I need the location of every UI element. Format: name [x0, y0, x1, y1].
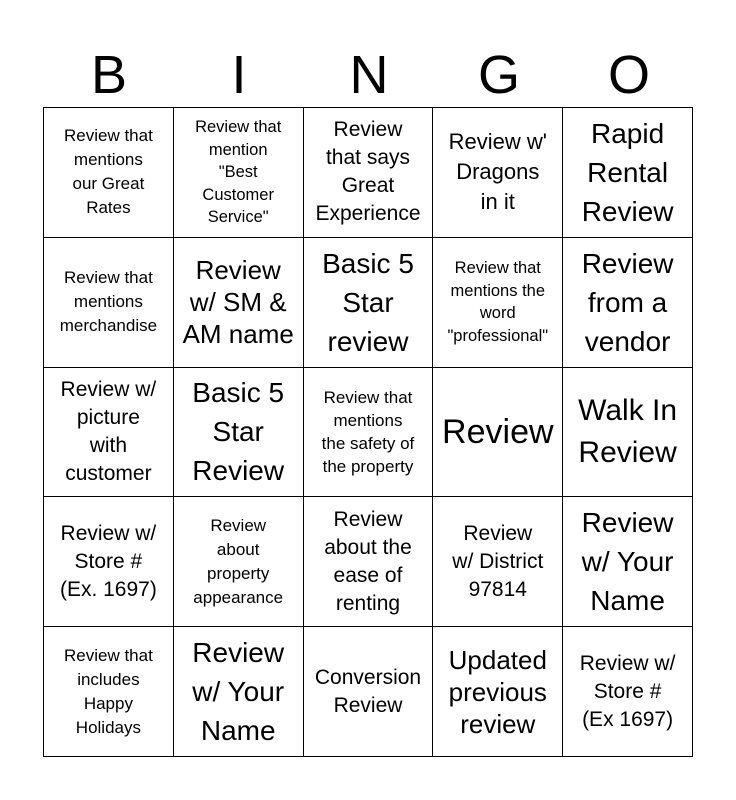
- bingo-cell-b3[interactable]: Review w/ picture with customer: [44, 368, 174, 498]
- bingo-cell-o2[interactable]: Review from a vendor: [563, 238, 693, 368]
- header-letter-i: I: [231, 45, 247, 105]
- bingo-cell-o1[interactable]: Rapid Rental Review: [563, 108, 693, 238]
- bingo-cell-b5[interactable]: Review that includes Happy Holidays: [44, 627, 174, 757]
- bingo-cell-g4[interactable]: Review w/ District 97814: [433, 497, 563, 627]
- bingo-cell-n4[interactable]: Review about the ease of renting: [304, 497, 434, 627]
- bingo-cell-g2[interactable]: Review that mentions the word "professional": [433, 238, 563, 368]
- bingo-cell-n5[interactable]: Conversion Review: [304, 627, 434, 757]
- bingo-cell-b1[interactable]: Review that mentions our Great Rates: [44, 108, 174, 238]
- bingo-cell-g3[interactable]: Review: [433, 368, 563, 498]
- bingo-cell-i2[interactable]: Review w/ SM & AM name: [174, 238, 304, 368]
- bingo-cell-b4[interactable]: Review w/ Store # (Ex. 1697): [44, 497, 174, 627]
- header-letter-o: O: [607, 45, 650, 105]
- bingo-cell-b2[interactable]: Review that mentions merchandise: [44, 238, 174, 368]
- bingo-cell-n2[interactable]: Basic 5 Star review: [304, 238, 434, 368]
- bingo-cell-i1[interactable]: Review that mention "Best Customer Service": [174, 108, 304, 238]
- header-letter-b: B: [90, 45, 128, 105]
- bingo-cell-o4[interactable]: Review w/ Your Name: [563, 497, 693, 627]
- header-letter-g: G: [477, 45, 520, 105]
- bingo-cell-n1[interactable]: Review that says Great Experience: [304, 108, 434, 238]
- header-letter-n: N: [349, 45, 389, 105]
- bingo-board: [43, 107, 693, 757]
- bingo-cell-o3[interactable]: Walk In Review: [563, 368, 693, 498]
- bingo-cell-i3[interactable]: Basic 5 Star Review: [174, 368, 304, 498]
- bingo-cell-n3[interactable]: Review that mentions the safety of the property: [304, 368, 434, 498]
- bingo-cell-g1[interactable]: Review w' Dragons in it: [433, 108, 563, 238]
- bingo-cell-i4[interactable]: Review about property appearance: [174, 497, 304, 627]
- bingo-cell-o5[interactable]: Review w/ Store # (Ex 1697): [563, 627, 693, 757]
- bingo-cell-g5[interactable]: Updated previous review: [433, 627, 563, 757]
- bingo-cell-i5[interactable]: Review w/ Your Name: [174, 627, 304, 757]
- bingo-header: [44, 42, 694, 108]
